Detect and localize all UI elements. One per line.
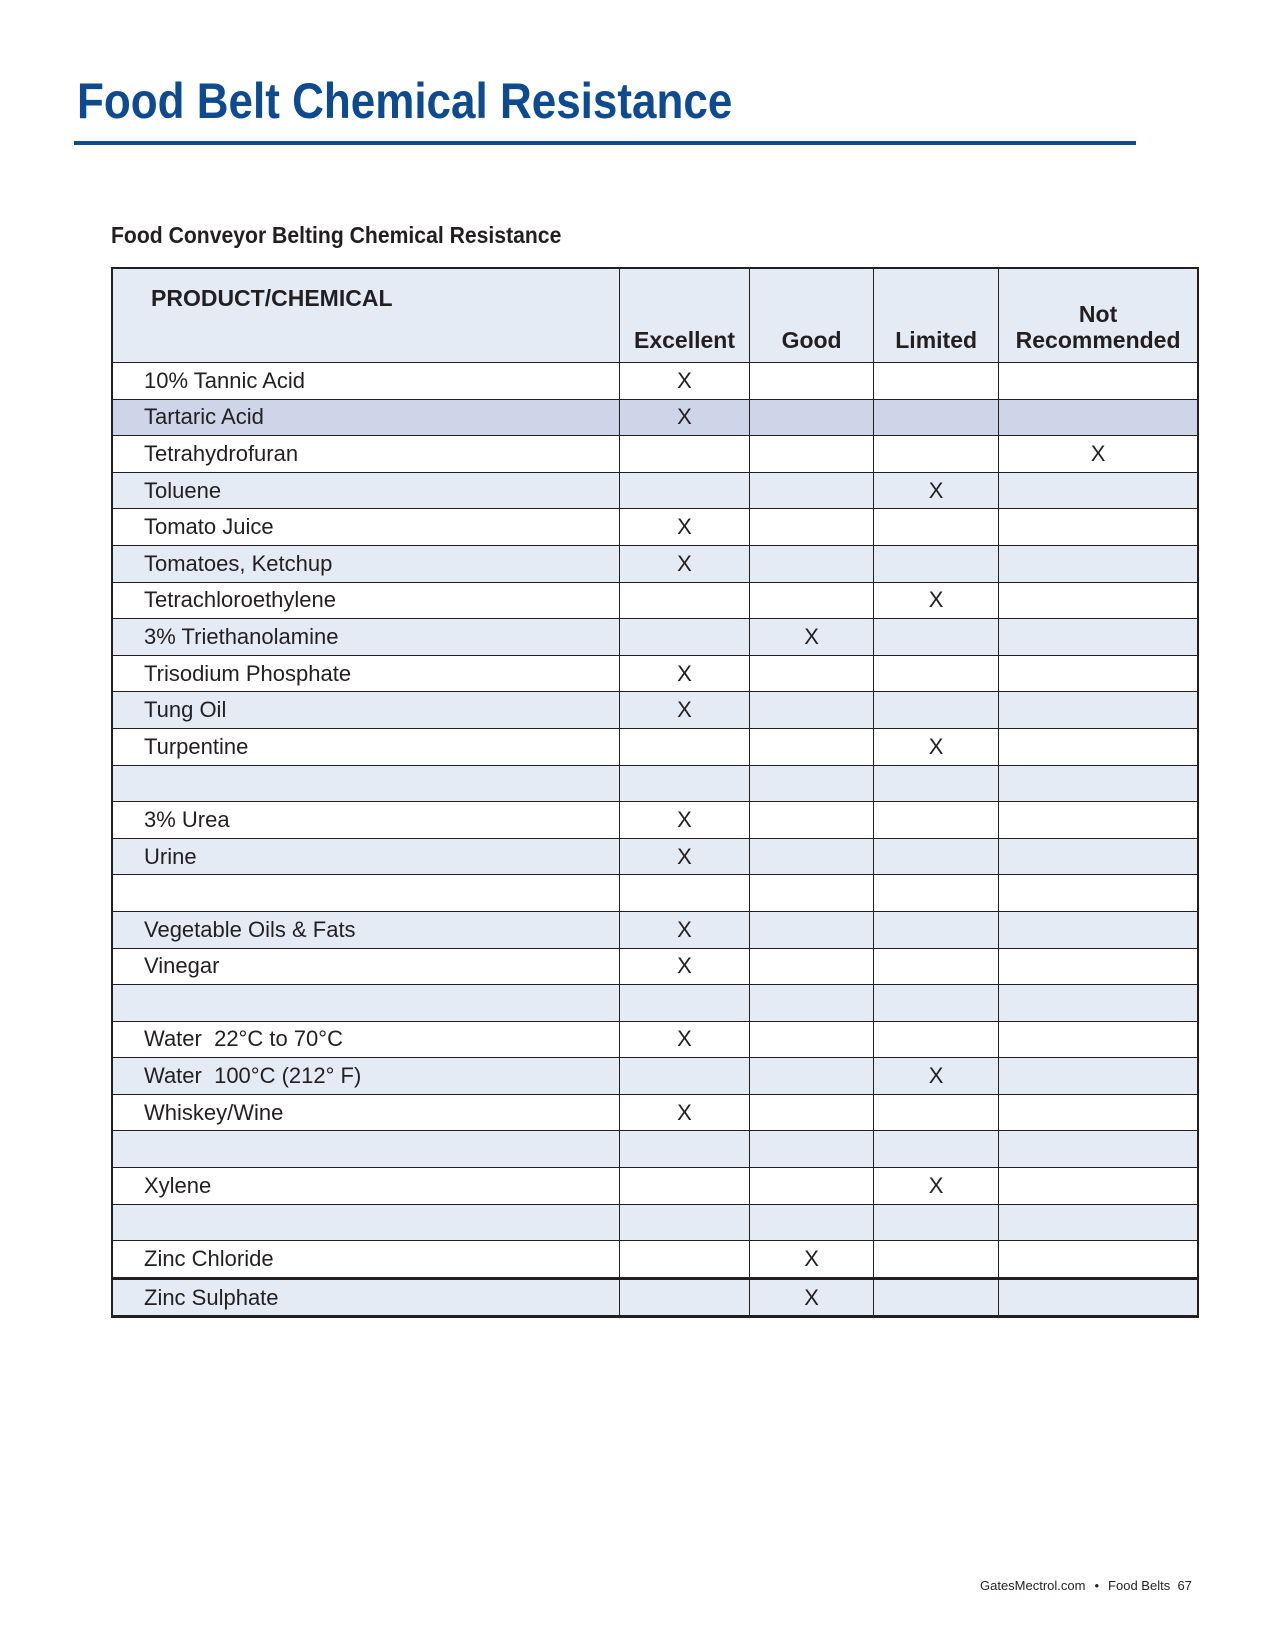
limited-mark: X	[874, 728, 999, 765]
table-row	[112, 619, 1198, 656]
product-name: Tartaric Acid	[112, 399, 619, 436]
not-recommended-mark	[999, 472, 1198, 509]
table-row	[112, 363, 1198, 400]
table-row	[112, 1094, 1198, 1131]
good-mark	[750, 509, 874, 546]
product-name: Whiskey/Wine	[112, 1094, 619, 1131]
table-row-spacer	[112, 875, 1198, 912]
good-mark	[750, 1094, 874, 1131]
excellent-mark	[619, 875, 749, 912]
limited-mark	[874, 363, 999, 400]
table-row-spacer	[112, 1131, 1198, 1168]
product-name: Toluene	[112, 472, 619, 509]
table-row-spacer	[112, 1204, 1198, 1241]
good-mark	[750, 363, 874, 400]
excellent-mark	[619, 765, 749, 802]
good-mark	[750, 399, 874, 436]
excellent-mark: X	[619, 655, 749, 692]
excellent-mark	[619, 1131, 749, 1168]
excellent-mark	[619, 582, 749, 619]
table-row	[112, 1058, 1198, 1095]
limited-mark	[874, 1094, 999, 1131]
good-mark	[750, 838, 874, 875]
good-mark	[750, 692, 874, 729]
excellent-mark: X	[619, 363, 749, 400]
not-recommended-mark	[999, 1278, 1198, 1317]
table-row	[112, 911, 1198, 948]
excellent-mark: X	[619, 948, 749, 985]
good-mark	[750, 802, 874, 839]
table-row	[112, 1021, 1198, 1058]
not-recommended-mark	[999, 948, 1198, 985]
limited-mark	[874, 802, 999, 839]
table-row	[112, 545, 1198, 582]
product-name: Vinegar	[112, 948, 619, 985]
excellent-mark	[619, 1241, 749, 1279]
table-row	[112, 509, 1198, 546]
not-recommended-mark	[999, 1094, 1198, 1131]
not-recommended-mark	[999, 911, 1198, 948]
not-recommended-mark	[999, 985, 1198, 1022]
not-recommended-mark	[999, 1241, 1198, 1279]
limited-mark	[874, 911, 999, 948]
excellent-mark: X	[619, 509, 749, 546]
not-recommended-mark	[999, 1168, 1198, 1205]
product-name: Tomato Juice	[112, 509, 619, 546]
good-mark	[750, 545, 874, 582]
table-body	[112, 363, 1198, 1317]
product-name	[112, 985, 619, 1022]
table-header-row	[112, 268, 1198, 363]
table-row	[112, 472, 1198, 509]
table-row	[112, 1241, 1198, 1279]
not-recommended-mark	[999, 363, 1198, 400]
limited-mark: X	[874, 1168, 999, 1205]
limited-mark	[874, 1021, 999, 1058]
product-name	[112, 875, 619, 912]
table-row	[112, 838, 1198, 875]
limited-mark	[874, 985, 999, 1022]
section-title: Food Conveyor Belting Chemical Resistance	[111, 222, 562, 248]
table-row-spacer	[112, 765, 1198, 802]
limited-mark	[874, 692, 999, 729]
footer-section: Food Belts	[1108, 1578, 1171, 1593]
product-name: Turpentine	[112, 728, 619, 765]
excellent-mark: X	[619, 802, 749, 839]
excellent-mark	[619, 1204, 749, 1241]
table-row	[112, 802, 1198, 839]
good-mark	[750, 1168, 874, 1205]
excellent-mark	[619, 1168, 749, 1205]
header-good: Good	[750, 268, 874, 363]
product-name: Vegetable Oils & Fats	[112, 911, 619, 948]
excellent-mark: X	[619, 1094, 749, 1131]
table-row	[112, 655, 1198, 692]
not-recommended-mark	[999, 1204, 1198, 1241]
header-not-line1: Not	[1078, 301, 1118, 327]
not-recommended-mark: X	[999, 436, 1198, 473]
excellent-mark: X	[619, 545, 749, 582]
product-name: Trisodium Phosphate	[112, 655, 619, 692]
excellent-mark: X	[619, 911, 749, 948]
excellent-mark: X	[619, 692, 749, 729]
excellent-mark	[619, 436, 749, 473]
chemical-resistance-table	[111, 267, 1199, 1318]
not-recommended-mark	[999, 802, 1198, 839]
excellent-mark: X	[619, 399, 749, 436]
not-recommended-mark	[999, 1021, 1198, 1058]
not-recommended-mark	[999, 875, 1198, 912]
limited-mark	[874, 838, 999, 875]
limited-mark: X	[874, 1058, 999, 1095]
table-row	[112, 436, 1198, 473]
not-recommended-mark	[999, 399, 1198, 436]
page-footer	[980, 1578, 1192, 1593]
excellent-mark: X	[619, 838, 749, 875]
product-name	[112, 1131, 619, 1168]
product-name: Urine	[112, 838, 619, 875]
product-name: Zinc Chloride	[112, 1241, 619, 1279]
product-name: Tomatoes, Ketchup	[112, 545, 619, 582]
header-excellent: Excellent	[619, 268, 749, 363]
not-recommended-mark	[999, 582, 1198, 619]
table-row	[112, 948, 1198, 985]
limited-mark	[874, 545, 999, 582]
limited-mark	[874, 948, 999, 985]
not-recommended-mark	[999, 509, 1198, 546]
good-mark	[750, 436, 874, 473]
product-name	[112, 765, 619, 802]
limited-mark	[874, 509, 999, 546]
good-mark	[750, 1131, 874, 1168]
limited-mark: X	[874, 472, 999, 509]
good-mark	[750, 1021, 874, 1058]
not-recommended-mark	[999, 545, 1198, 582]
table-row	[112, 1278, 1198, 1317]
product-name: Tung Oil	[112, 692, 619, 729]
good-mark	[750, 911, 874, 948]
product-name: 3% Triethanolamine	[112, 619, 619, 656]
page-number: 67	[1177, 1578, 1192, 1593]
product-name: Tetrahydrofuran	[112, 436, 619, 473]
excellent-mark	[619, 619, 749, 656]
not-recommended-mark	[999, 655, 1198, 692]
header-not-recommended	[999, 268, 1198, 363]
good-mark: X	[750, 1278, 874, 1317]
excellent-mark	[619, 728, 749, 765]
good-mark	[750, 985, 874, 1022]
table-row-spacer	[112, 985, 1198, 1022]
limited-mark	[874, 1241, 999, 1279]
limited-mark	[874, 1131, 999, 1168]
table-row	[112, 582, 1198, 619]
product-name: Zinc Sulphate	[112, 1278, 619, 1317]
excellent-mark	[619, 472, 749, 509]
product-name	[112, 1204, 619, 1241]
not-recommended-mark	[999, 692, 1198, 729]
footer-site: GatesMectrol.com	[980, 1578, 1086, 1593]
product-name: Water 100°C (212° F)	[112, 1058, 619, 1095]
excellent-mark: X	[619, 1021, 749, 1058]
table-row	[112, 1168, 1198, 1205]
not-recommended-mark	[999, 765, 1198, 802]
limited-mark	[874, 1204, 999, 1241]
not-recommended-mark	[999, 1131, 1198, 1168]
good-mark	[750, 875, 874, 912]
not-recommended-mark	[999, 838, 1198, 875]
good-mark: X	[750, 619, 874, 656]
header-limited: Limited	[874, 268, 999, 363]
limited-mark	[874, 1278, 999, 1317]
limited-mark: X	[874, 582, 999, 619]
excellent-mark	[619, 1278, 749, 1317]
good-mark	[750, 948, 874, 985]
not-recommended-mark	[999, 1058, 1198, 1095]
limited-mark	[874, 655, 999, 692]
good-mark	[750, 655, 874, 692]
good-mark	[750, 765, 874, 802]
excellent-mark	[619, 985, 749, 1022]
product-name: 10% Tannic Acid	[112, 363, 619, 400]
limited-mark	[874, 875, 999, 912]
table-row	[112, 399, 1198, 436]
limited-mark	[874, 436, 999, 473]
header-product: PRODUCT/CHEMICAL	[112, 268, 619, 363]
product-name: Xylene	[112, 1168, 619, 1205]
good-mark	[750, 1204, 874, 1241]
title-rule	[74, 141, 1136, 145]
table-row	[112, 692, 1198, 729]
limited-mark	[874, 619, 999, 656]
page-title: Food Belt Chemical Resistance	[77, 73, 733, 129]
product-name: Tetrachloroethylene	[112, 582, 619, 619]
header-not-line2: Recommended	[1015, 327, 1181, 353]
product-name: Water 22°C to 70°C	[112, 1021, 619, 1058]
not-recommended-mark	[999, 728, 1198, 765]
good-mark	[750, 1058, 874, 1095]
footer-separator: •	[1094, 1578, 1100, 1593]
not-recommended-mark	[999, 619, 1198, 656]
limited-mark	[874, 399, 999, 436]
table-row	[112, 728, 1198, 765]
excellent-mark	[619, 1058, 749, 1095]
limited-mark	[874, 765, 999, 802]
good-mark	[750, 472, 874, 509]
good-mark	[750, 728, 874, 765]
good-mark: X	[750, 1241, 874, 1279]
good-mark	[750, 582, 874, 619]
product-name: 3% Urea	[112, 802, 619, 839]
